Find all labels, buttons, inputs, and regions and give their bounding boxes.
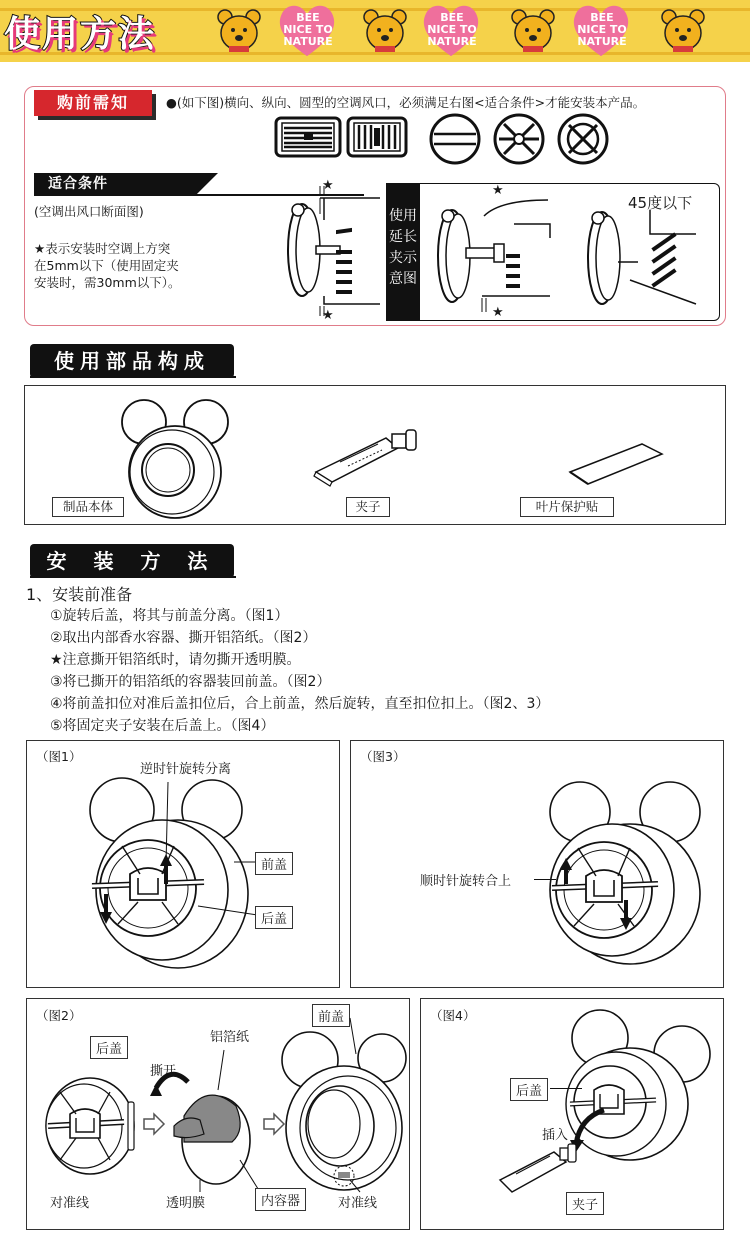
- figure-2-title: （图2）: [36, 1008, 82, 1023]
- part-label-body: 制品本体: [52, 497, 124, 517]
- figure-1-title: （图1）: [36, 749, 82, 764]
- fig1-rotate-label: 逆时针旋转分离: [140, 762, 232, 777]
- round-vent-icon: [428, 112, 482, 166]
- extension-clip-diagram: [430, 186, 560, 316]
- fig4-clip-image: [494, 1100, 614, 1200]
- banner-title: 使用方法: [4, 14, 157, 55]
- extension-label: 使用 延长 夹示 意图: [389, 208, 417, 287]
- fig1-back-label: 后盖: [255, 906, 293, 929]
- condition-label: 适合条件: [48, 176, 108, 192]
- step-item: ②取出内部香水容器、撕开铝箔纸。（图2）: [50, 630, 317, 646]
- part-label-clip: 夹子: [346, 497, 390, 517]
- fig3-product-image: [540, 772, 710, 972]
- parts-header: 使用部品构成: [30, 344, 234, 378]
- step-item: ④将前盖扣位对准后盖扣位后，合上前盖，然后旋转，直至扣位扣上。（图2、3）: [50, 696, 550, 712]
- fig2-align-label-2: 对准线: [338, 1196, 378, 1211]
- star-note: ★表示安装时空调上方突 在5mm以下（使用固定夹 安装时，需30mm以下）。: [34, 241, 181, 290]
- figure-3-title: （图3）: [360, 749, 406, 764]
- fig2-back-cover-image: [40, 1072, 144, 1182]
- pre-purchase-label: 购前需知: [34, 90, 152, 116]
- leader-line: [550, 1088, 582, 1089]
- vent-section-diagram: [280, 180, 380, 320]
- angle-diagram: [580, 200, 710, 316]
- step-title: 1、安装前准备: [26, 585, 133, 604]
- star-mark: ★: [492, 305, 504, 320]
- fig1-front-label: 前盖: [255, 852, 293, 875]
- star-mark: ★: [492, 183, 504, 198]
- fig2-inner-label: 内容器: [255, 1188, 306, 1211]
- blade-protector-image: [566, 440, 666, 486]
- round-vent-cross-icon: [492, 112, 546, 166]
- round-vent-x-icon: [556, 112, 610, 166]
- fig2-align-label: 对准线: [50, 1196, 90, 1211]
- star-mark: ★: [322, 308, 334, 323]
- pre-purchase-note: ●(如下图)横向、纵向、圆型的空调风口，必须满足右图<适合条件>才能安装本产品。: [166, 95, 646, 110]
- step-item: ①旋转后盖，将其与前盖分离。（图1）: [50, 608, 289, 624]
- fig2-foil-label: 铝箔纸: [210, 1030, 250, 1045]
- bear-face-icon: [216, 8, 262, 54]
- product-body-image: [120, 394, 230, 524]
- angle-label: 45度以下: [628, 194, 693, 212]
- fig1-product-image: [82, 774, 262, 974]
- vertical-vent-icon: [346, 116, 408, 158]
- top-banner: [0, 0, 750, 62]
- step-item: ③将已撕开的铝箔纸的容器装回前盖。（图2）: [50, 674, 331, 690]
- star-mark: ★: [322, 178, 334, 193]
- bear-face-icon: [660, 8, 706, 54]
- fig4-back-label: 后盖: [510, 1078, 548, 1101]
- fig2-film-label: 透明膜: [166, 1196, 206, 1211]
- leader-line: [534, 879, 556, 880]
- step-warning: ★注意撕开铝箔纸时，请勿撕开透明膜。: [50, 652, 301, 668]
- heart-text: BEE NICE TO NATURE: [283, 11, 333, 48]
- fig2-back-label: 后盖: [90, 1036, 128, 1059]
- bear-face-icon: [510, 8, 556, 54]
- heart-text: BEE NICE TO NATURE: [577, 11, 627, 48]
- bear-face-icon: [362, 8, 408, 54]
- fig2-peel-label: 撕开: [150, 1064, 177, 1079]
- section-caption: (空调出风口断面图): [34, 204, 144, 219]
- fig2-container-image: [160, 1060, 250, 1190]
- install-header: 安 装 方 法: [30, 544, 234, 578]
- clip-image: [312, 422, 422, 488]
- fig4-insert-label: 插入: [542, 1128, 569, 1143]
- horizontal-vent-icon: [274, 116, 342, 158]
- fig4-clip-label: 夹子: [566, 1192, 604, 1215]
- fig3-rotate-label: 顺时针旋转合上: [420, 874, 512, 889]
- fig2-front-label: 前盖: [312, 1004, 350, 1027]
- fig2-front-cover-image: [280, 1024, 408, 1194]
- part-label-protector: 叶片保护贴: [520, 497, 614, 517]
- heart-text: BEE NICE TO NATURE: [427, 11, 477, 48]
- step-item: ⑤将固定夹子安装在后盖上。（图4）: [50, 718, 275, 734]
- figure-4-title: （图4）: [430, 1008, 476, 1023]
